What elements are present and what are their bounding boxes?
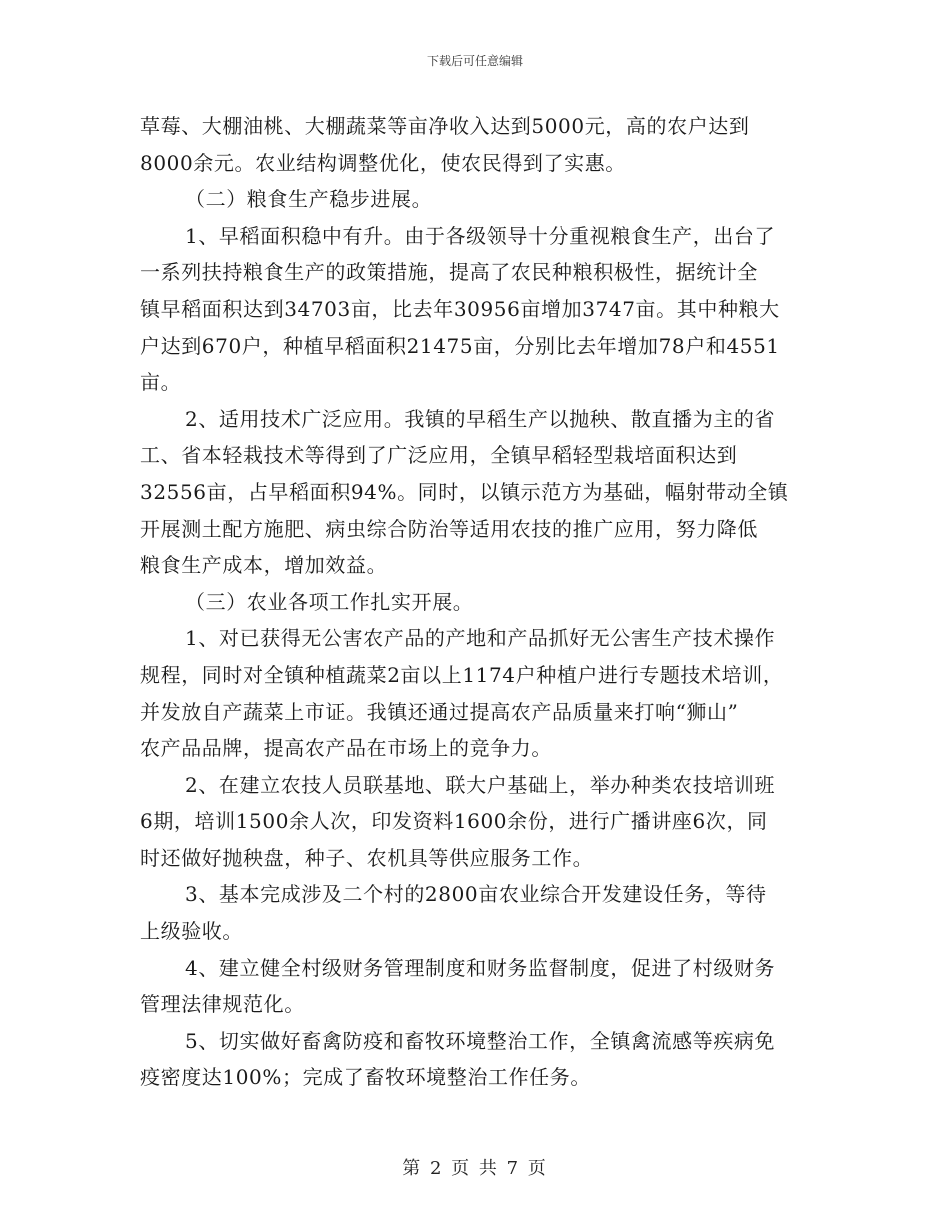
body-line: 一系列扶持粮食生产的政策措施，提高了农民种粮积极性，据统计全 <box>140 260 758 285</box>
body-line: 草莓、大棚油桃、大棚蔬菜等亩净收入达到5000元，高的农户达到 <box>140 114 750 138</box>
body-line: 户达到670户，种植早稻面积21475亩，分别比去年增加78户和4551 <box>140 333 780 358</box>
body-line: 6期，培训1500余人次，印发资料1600余份，进行广播讲座6次，同 <box>140 809 768 834</box>
page-header: 下载后可任意编辑 <box>426 54 523 68</box>
body-line: 2、在建立农技人员联基地、联大户基础上，举办种类农技培训班 <box>185 772 776 797</box>
body-line: 规程，同时对全镇种植蔬菜2亩以上1174户种植户进行专题技术培训， <box>140 662 784 687</box>
body-line: 镇早稻面积达到34703亩，比去年30956亩增加3747亩。其中种粮大 <box>140 296 780 321</box>
body-line: 农产品品牌，提高农产品在市场上的竞争力。 <box>140 736 552 761</box>
body-line: 时还做好抛秧盘，种子、农机具等供应服务工作。 <box>140 845 594 870</box>
section-heading: （二）粮食生产稳步进展。 <box>185 187 433 212</box>
body-line: 4、建立健全村级财务管理制度和财务监督制度，促进了村级财务 <box>185 955 776 980</box>
body-line: 亩。 <box>140 370 182 395</box>
body-line: 并发放自产蔬菜上市证。我镇还通过提高农产品质量来打响“狮山” <box>140 699 739 724</box>
body-line: 管理法律规范化。 <box>140 992 305 1017</box>
body-line: 1、早稻面积稳中有升。由于各级领导十分重视粮食生产，出台了 <box>185 223 776 248</box>
document-body <box>140 108 820 1096</box>
body-line: 开展测土配方施肥、病虫综合防治等适用农技的推广应用，努力降低 <box>140 516 758 541</box>
body-line: 粮食生产成本，增加效益。 <box>140 553 388 578</box>
body-line: 工、省本轻栽技术等得到了广泛应用，全镇早稻轻型栽培面积达到 <box>140 443 738 468</box>
body-line: 32556亩，占早稻面积94%。同时，以镇示范方为基础，幅射带动全镇 <box>140 479 789 504</box>
page-number: 第 2 页 共 7 页 <box>402 1158 548 1179</box>
body-line: 1、对已获得无公害农产品的产地和产品抓好无公害生产技术操作 <box>185 626 776 651</box>
body-line: 上级验收。 <box>140 919 243 944</box>
body-line: 疫密度达100%；完成了畜牧环境整治工作任务。 <box>140 1065 591 1090</box>
body-line: 3、基本完成涉及二个村的2800亩农业综合开发建设任务，等待 <box>185 882 767 907</box>
body-line: 5、切实做好畜禽防疫和畜牧环境整治工作，全镇禽流感等疾病免 <box>185 1028 776 1053</box>
section-heading: （三）农业各项工作扎实开展。 <box>185 589 474 614</box>
body-line: 8000余元。农业结构调整优化，使农民得到了实惠。 <box>140 150 626 175</box>
body-line: 2、适用技术广泛应用。我镇的早稻生产以抛秧、散直播为主的省 <box>185 406 776 431</box>
